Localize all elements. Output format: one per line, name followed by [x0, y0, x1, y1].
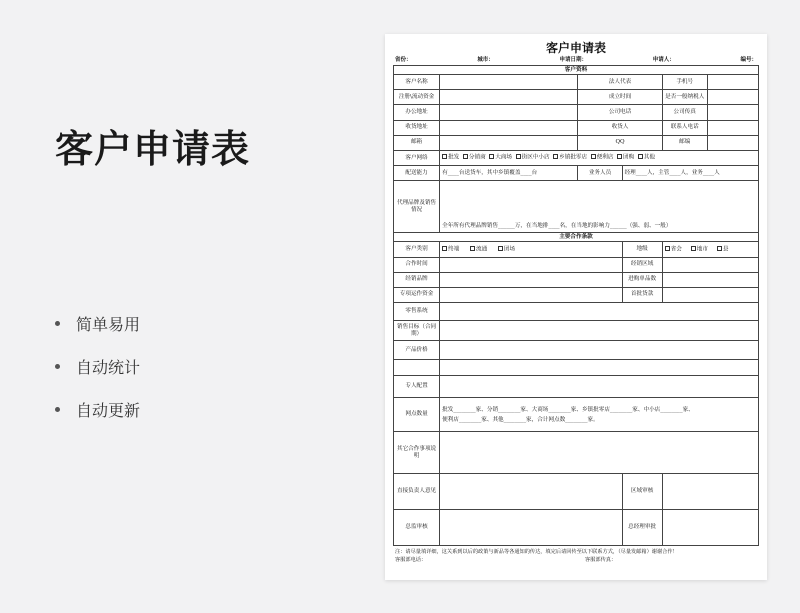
value-cell	[707, 135, 758, 150]
meta-applicant: 申请人：	[652, 57, 675, 63]
checkbox-icon[interactable]	[591, 154, 596, 159]
checkbox-icon[interactable]	[553, 154, 558, 159]
value-cell	[662, 474, 758, 510]
value-cell	[707, 75, 758, 90]
value-cell	[440, 376, 759, 398]
checkbox-icon[interactable]	[617, 154, 622, 159]
feature-label: 自动统计	[76, 357, 141, 377]
agency-text: 全年所有代理品牌销售______万，在当地排____名，在当地的影响力______（强、弱、一般）	[440, 181, 759, 233]
option-label: 街区中小店	[521, 154, 550, 161]
label-region-level: 地级	[622, 242, 662, 257]
label-receiver: 收货人	[578, 120, 662, 135]
label-retail-system: 零售系统	[394, 303, 440, 321]
outlets-text	[440, 398, 759, 432]
value-cell	[707, 105, 758, 120]
form-footer	[393, 546, 759, 566]
option-label: 团购	[623, 154, 635, 161]
service-fax: 客服部传真：	[585, 557, 617, 564]
value-cell	[440, 432, 759, 474]
checkbox-icon[interactable]	[638, 154, 643, 159]
label-product-price: 产品价格	[394, 341, 440, 360]
option-label: 地市	[696, 246, 708, 253]
option-label: 批发	[448, 154, 460, 161]
outlets-line: 批发________家、分销________家、大商场________家、乡镇批零店________家、中小店________家、	[442, 406, 694, 413]
checkbox-icon[interactable]	[463, 154, 468, 159]
label-office-address: 办公地址	[394, 105, 440, 120]
label-brand: 经销品牌	[394, 272, 440, 287]
label-postcode: 邮编	[662, 135, 707, 150]
value-cell	[662, 287, 758, 302]
feature-item	[55, 312, 140, 334]
staff-text: 经理____人，主管____人，业务____人	[622, 166, 758, 181]
checkbox-icon[interactable]	[489, 154, 494, 159]
bullet-icon	[55, 407, 60, 412]
meta-date: 申请日期：	[559, 57, 587, 63]
value-cell	[440, 120, 578, 135]
value-cell	[440, 287, 622, 302]
value-cell	[440, 105, 578, 120]
distribution-text: 有____台送货车，其中乡镇覆盖____台	[440, 166, 578, 181]
form-title: 客户申请表	[545, 41, 606, 55]
form-note: 注：请尽量填详细，这关系到以后的政策与新品等各通知的传达，填完后请回传至以下联系方式，（尽量发邮箱）谢谢合作！	[395, 549, 678, 556]
label-founded: 成立时间	[578, 90, 662, 105]
value-cell	[707, 90, 758, 105]
option-label: 大商场	[495, 154, 513, 161]
hero-title: 客户申请表	[55, 127, 251, 171]
label-staff: 业务人员	[578, 166, 622, 181]
checkbox-icon[interactable]	[665, 246, 670, 251]
checkbox-icon[interactable]	[516, 154, 521, 159]
label-supervisor: 直接负责人意见	[394, 474, 440, 510]
value-cell	[707, 120, 758, 135]
type-options	[440, 242, 622, 257]
label-network: 客户网络	[394, 150, 440, 165]
label-contact-phone: 联系人电话	[662, 120, 707, 135]
feature-item	[55, 355, 140, 377]
label-area-review: 区域审核	[622, 474, 662, 510]
label-company-fax: 公司传真	[662, 105, 707, 120]
meta-city: 城市：	[477, 57, 494, 63]
feature-list	[55, 312, 140, 441]
option-label: 流通	[475, 246, 488, 253]
option-label: 便利店	[596, 154, 614, 161]
feature-label: 自动更新	[76, 400, 141, 420]
service-phone: 客服部电话：	[395, 557, 427, 564]
form-preview	[385, 34, 767, 580]
checkbox-icon[interactable]	[470, 246, 475, 251]
value-cell	[440, 474, 622, 510]
label-capital: 注册\流动资金	[394, 90, 440, 105]
section-cooperation: 主要合作条款	[394, 233, 759, 242]
contact-row	[395, 556, 757, 564]
checkbox-icon[interactable]	[442, 154, 447, 159]
bullet-icon	[55, 364, 60, 369]
form-meta	[393, 56, 759, 65]
label-gm-approval: 总经理审批	[622, 510, 662, 546]
option-label: 省会	[670, 246, 682, 253]
label-fund: 专项运作资金	[394, 287, 440, 302]
value-cell	[440, 321, 759, 341]
value-cell	[440, 75, 578, 90]
label-first-pay: 首批货款	[622, 287, 662, 302]
form-table	[393, 65, 759, 546]
label-coop-time: 合作时间	[394, 257, 440, 272]
outlets-line: 便利店________家、其他________家，合计网点数________家。	[442, 416, 599, 423]
option-label: 县	[722, 246, 729, 253]
feature-item	[55, 398, 140, 420]
checkbox-icon[interactable]	[717, 246, 722, 251]
label-staffing: 专人配置	[394, 376, 440, 398]
option-label: 终端	[448, 246, 460, 253]
option-label: 乡镇批零店	[559, 154, 588, 161]
label-director: 总监审核	[394, 510, 440, 546]
value-cell	[440, 272, 622, 287]
value-cell	[440, 341, 759, 360]
value-cell	[440, 510, 622, 546]
label-customer-type: 客户类别	[394, 242, 440, 257]
value-cell	[440, 257, 622, 272]
option-label: 团场	[503, 246, 516, 253]
label-dist-area: 经销区域	[622, 257, 662, 272]
label-company-phone: 公司电话	[578, 105, 662, 120]
label-qq: QQ	[578, 135, 662, 150]
feature-label: 简单易用	[76, 314, 141, 334]
meta-number: 编号：	[740, 57, 757, 63]
label-mobile: 手机号	[662, 75, 707, 90]
meta-province: 省份：	[395, 57, 412, 63]
value-cell	[662, 510, 758, 546]
value-cell	[440, 303, 759, 321]
label-customer-name: 客户名称	[394, 75, 440, 90]
checkbox-icon[interactable]	[498, 246, 503, 251]
checkbox-icon[interactable]	[691, 246, 696, 251]
bullet-icon	[55, 321, 60, 326]
value-cell	[394, 360, 440, 376]
network-options	[440, 150, 759, 165]
label-distribution: 配送能力	[394, 166, 440, 181]
value-cell	[440, 135, 578, 150]
label-order-count: 进购单品数	[622, 272, 662, 287]
label-email: 邮箱	[394, 135, 440, 150]
option-label: 其他	[643, 154, 656, 161]
label-taxpayer: 是否一般纳税人	[662, 90, 707, 105]
checkbox-icon[interactable]	[442, 246, 447, 251]
section-customer-info: 客户资料	[394, 66, 759, 75]
region-options	[662, 242, 758, 257]
value-cell	[440, 360, 759, 376]
value-cell	[662, 272, 758, 287]
value-cell	[440, 90, 578, 105]
label-outlets: 网点数量	[394, 398, 440, 432]
value-cell	[662, 257, 758, 272]
label-agency: 代理品牌及销售情况	[394, 181, 440, 233]
label-other: 其它合作事项说明	[394, 432, 440, 474]
label-receive-address: 收货地址	[394, 120, 440, 135]
label-sales-target: 销售目标（合同期）	[394, 321, 440, 341]
label-legal-rep: 法人代表	[578, 75, 662, 90]
option-label: 分销商	[468, 154, 486, 161]
